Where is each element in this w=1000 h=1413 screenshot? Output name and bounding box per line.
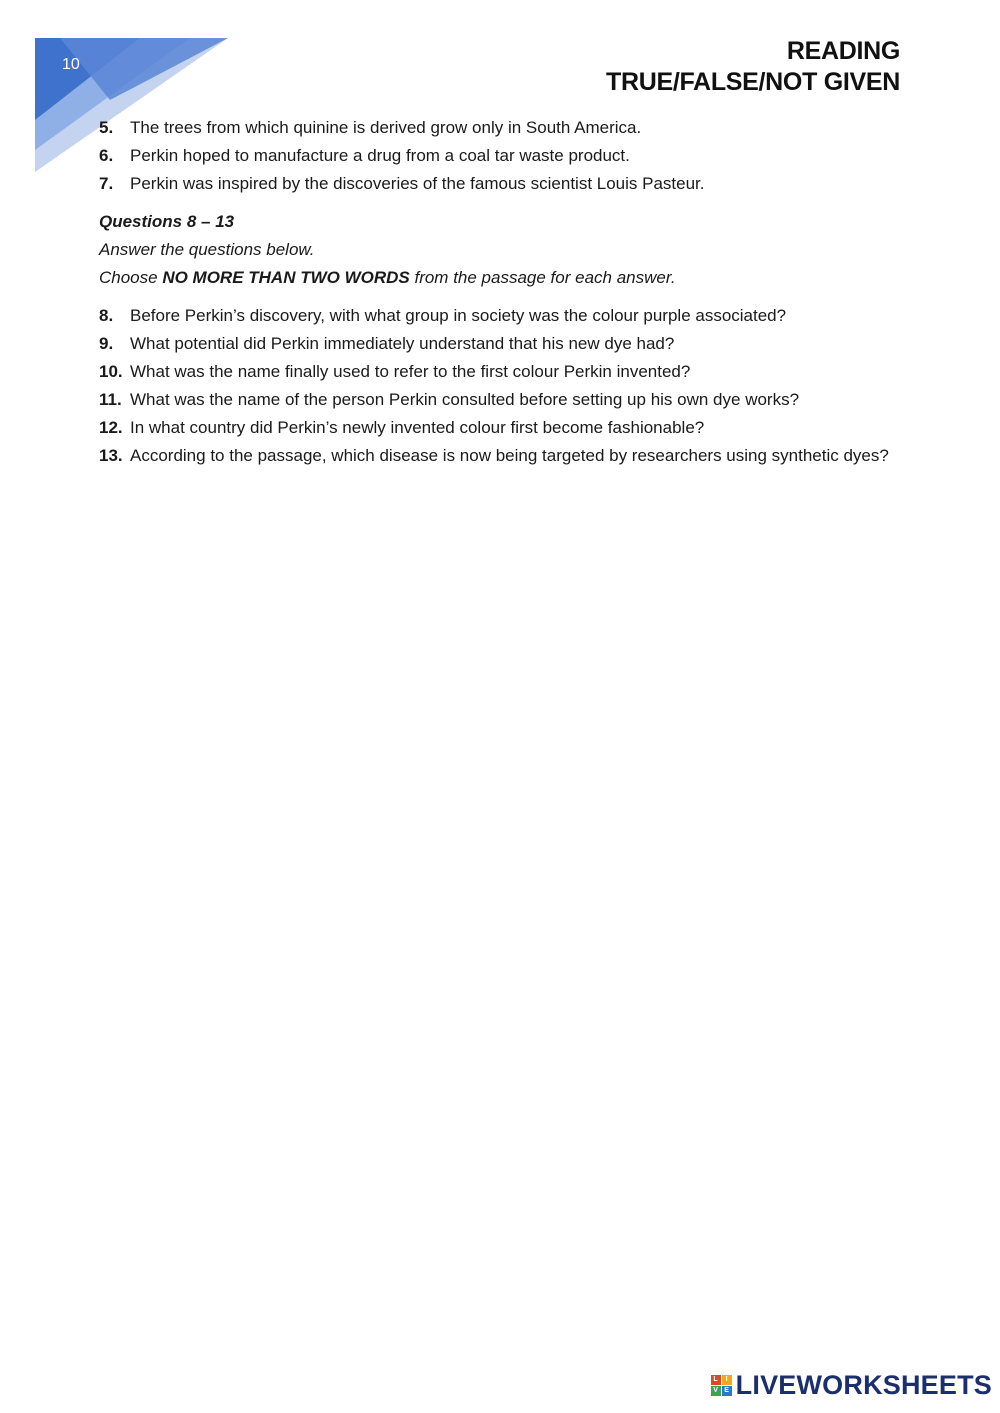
instruction-pre: Choose [99, 268, 163, 287]
question-number: 10. [99, 362, 123, 381]
instruction-emphasis: NO MORE THAN TWO WORDS [162, 268, 410, 287]
question-text: In what country did Perkin’s newly invented colour first become fashionable? [130, 418, 705, 437]
question-number: 9. [99, 334, 114, 353]
instructions-block [99, 208, 676, 292]
question-item [99, 358, 899, 386]
question-number: 8. [99, 306, 114, 325]
question-text: What potential did Perkin immediately understand that his new dye had? [130, 334, 675, 353]
question-item [99, 142, 899, 170]
instruction-line-2 [99, 264, 676, 292]
question-number: 13. [99, 446, 123, 465]
question-text: Perkin was inspired by the discoveries of the famous scientist Louis Pasteur. [130, 174, 705, 193]
question-item [99, 114, 899, 142]
question-number: 11. [99, 390, 122, 409]
question-list-5-7 [99, 114, 899, 198]
section-heading: Questions 8 – 13 [99, 212, 235, 231]
brand-watermark [711, 1370, 992, 1401]
question-text: Before Perkin’s discovery, with what group in society was the colour purple associated? [130, 306, 787, 325]
title-line-1: READING [786, 37, 900, 65]
question-list-8-13 [99, 302, 899, 470]
question-item [99, 386, 899, 414]
title-line-2: TRUE/FALSE/NOT GIVEN [605, 68, 900, 96]
logo-letter: E [722, 1386, 732, 1396]
question-number: 7. [99, 174, 114, 193]
question-number: 12. [99, 418, 123, 437]
brand-name: LIVEWORKSHEETS [735, 1370, 992, 1400]
question-item [99, 442, 899, 470]
page-number: 10 [62, 56, 80, 73]
question-text: Perkin hoped to manufacture a drug from a coal tar waste product. [130, 146, 630, 165]
question-text: What was the name of the person Perkin consulted before setting up his own dye works? [130, 390, 800, 409]
question-number: 5. [99, 118, 114, 137]
instruction-line-1: Answer the questions below. [99, 240, 315, 259]
question-number: 6. [99, 146, 114, 165]
question-text: The trees from which quinine is derived grow only in South America. [130, 118, 642, 137]
question-item [99, 302, 899, 330]
logo-letter: I [722, 1375, 732, 1385]
question-text: What was the name finally used to refer to the first colour Perkin invented? [130, 362, 691, 381]
question-item [99, 330, 899, 358]
logo-letter: V [711, 1386, 721, 1396]
brand-logo-icon [711, 1375, 732, 1396]
question-item [99, 414, 899, 442]
question-item [99, 170, 899, 198]
logo-letter: L [711, 1375, 721, 1385]
page-title [606, 36, 900, 98]
question-text: According to the passage, which disease is now being targeted by researchers using synthetic dyes? [130, 446, 889, 465]
instruction-post: from the passage for each answer. [409, 268, 676, 287]
